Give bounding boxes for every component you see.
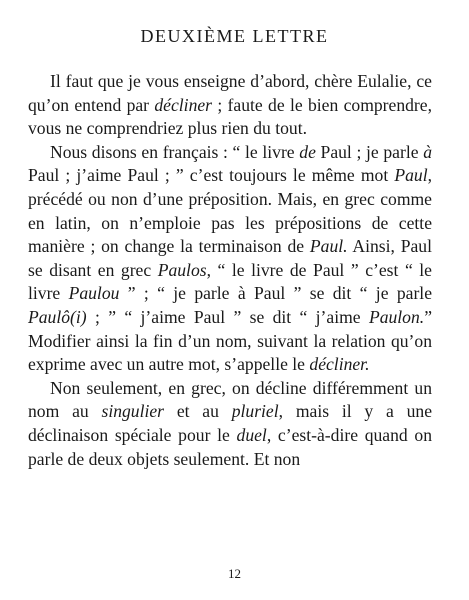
text-run: ; ” “ j’aime Paul ” se dit “ j’aime bbox=[86, 306, 369, 327]
italic-text: duel bbox=[236, 424, 267, 445]
italic-text: Paulô(i) bbox=[28, 306, 87, 327]
text-run: Nous disons en français : “ le livre bbox=[50, 141, 300, 162]
text-run: ” Modifier ainsi la fin d’un nom, suivant la relation qu’on exprime avec un autre mot, s’appelle le bbox=[28, 306, 432, 375]
italic-text: décliner bbox=[154, 94, 213, 115]
text-run: ; faute de le bien comprendre, vous ne comprendriez plus rien du tout. bbox=[28, 94, 433, 139]
text-run: Paul ; je parle bbox=[315, 141, 424, 162]
paragraph-1 bbox=[28, 70, 432, 141]
italic-text: singulier bbox=[101, 401, 165, 422]
body-text bbox=[28, 70, 432, 471]
italic-text: Paulos bbox=[157, 259, 207, 280]
italic-text: Paul. bbox=[309, 236, 348, 257]
italic-text: pluriel bbox=[231, 401, 279, 422]
text-run: Paul ; j’aime Paul ; ” c’est toujours le même mot bbox=[28, 165, 395, 186]
text-run: et au bbox=[164, 401, 232, 422]
italic-text: Paulou bbox=[68, 283, 120, 304]
text-run: Ainsi, Paul se disant en grec bbox=[28, 236, 432, 280]
italic-text: décliner. bbox=[309, 354, 370, 375]
page-number: 12 bbox=[228, 566, 241, 581]
text-run: Non seulement, en grec, on décline différemment un nom au bbox=[28, 377, 432, 422]
italic-text: Paul bbox=[394, 165, 428, 186]
paragraph-3 bbox=[28, 377, 432, 471]
text-run: , mais il y a une déclinaison spéciale pour le bbox=[28, 401, 433, 445]
text-run: , précédé ou non d’une préposition. Mais, en grec comme en latin, on n’emploie pas les prépositions de cette manière ; on change la terminaison de bbox=[28, 165, 432, 257]
italic-text: Paulon. bbox=[368, 306, 425, 327]
italic-text: de bbox=[299, 141, 316, 162]
text-run: ” ; “ je parle à Paul ” se dit “ je parle bbox=[119, 283, 433, 304]
text-run: , c’est-à-dire quand on parle de deux objets seulement. Et non bbox=[28, 424, 433, 469]
text-run: , “ le livre de Paul ” c’est “ le livre bbox=[28, 259, 432, 304]
text-run: Il faut que je vous enseigne d’abord, chère Eulalie, ce qu’on entend par bbox=[28, 71, 432, 115]
italic-text: à bbox=[423, 141, 432, 162]
paragraph-2 bbox=[28, 141, 432, 377]
chapter-title: DEUXIÈME LETTRE bbox=[140, 26, 329, 46]
